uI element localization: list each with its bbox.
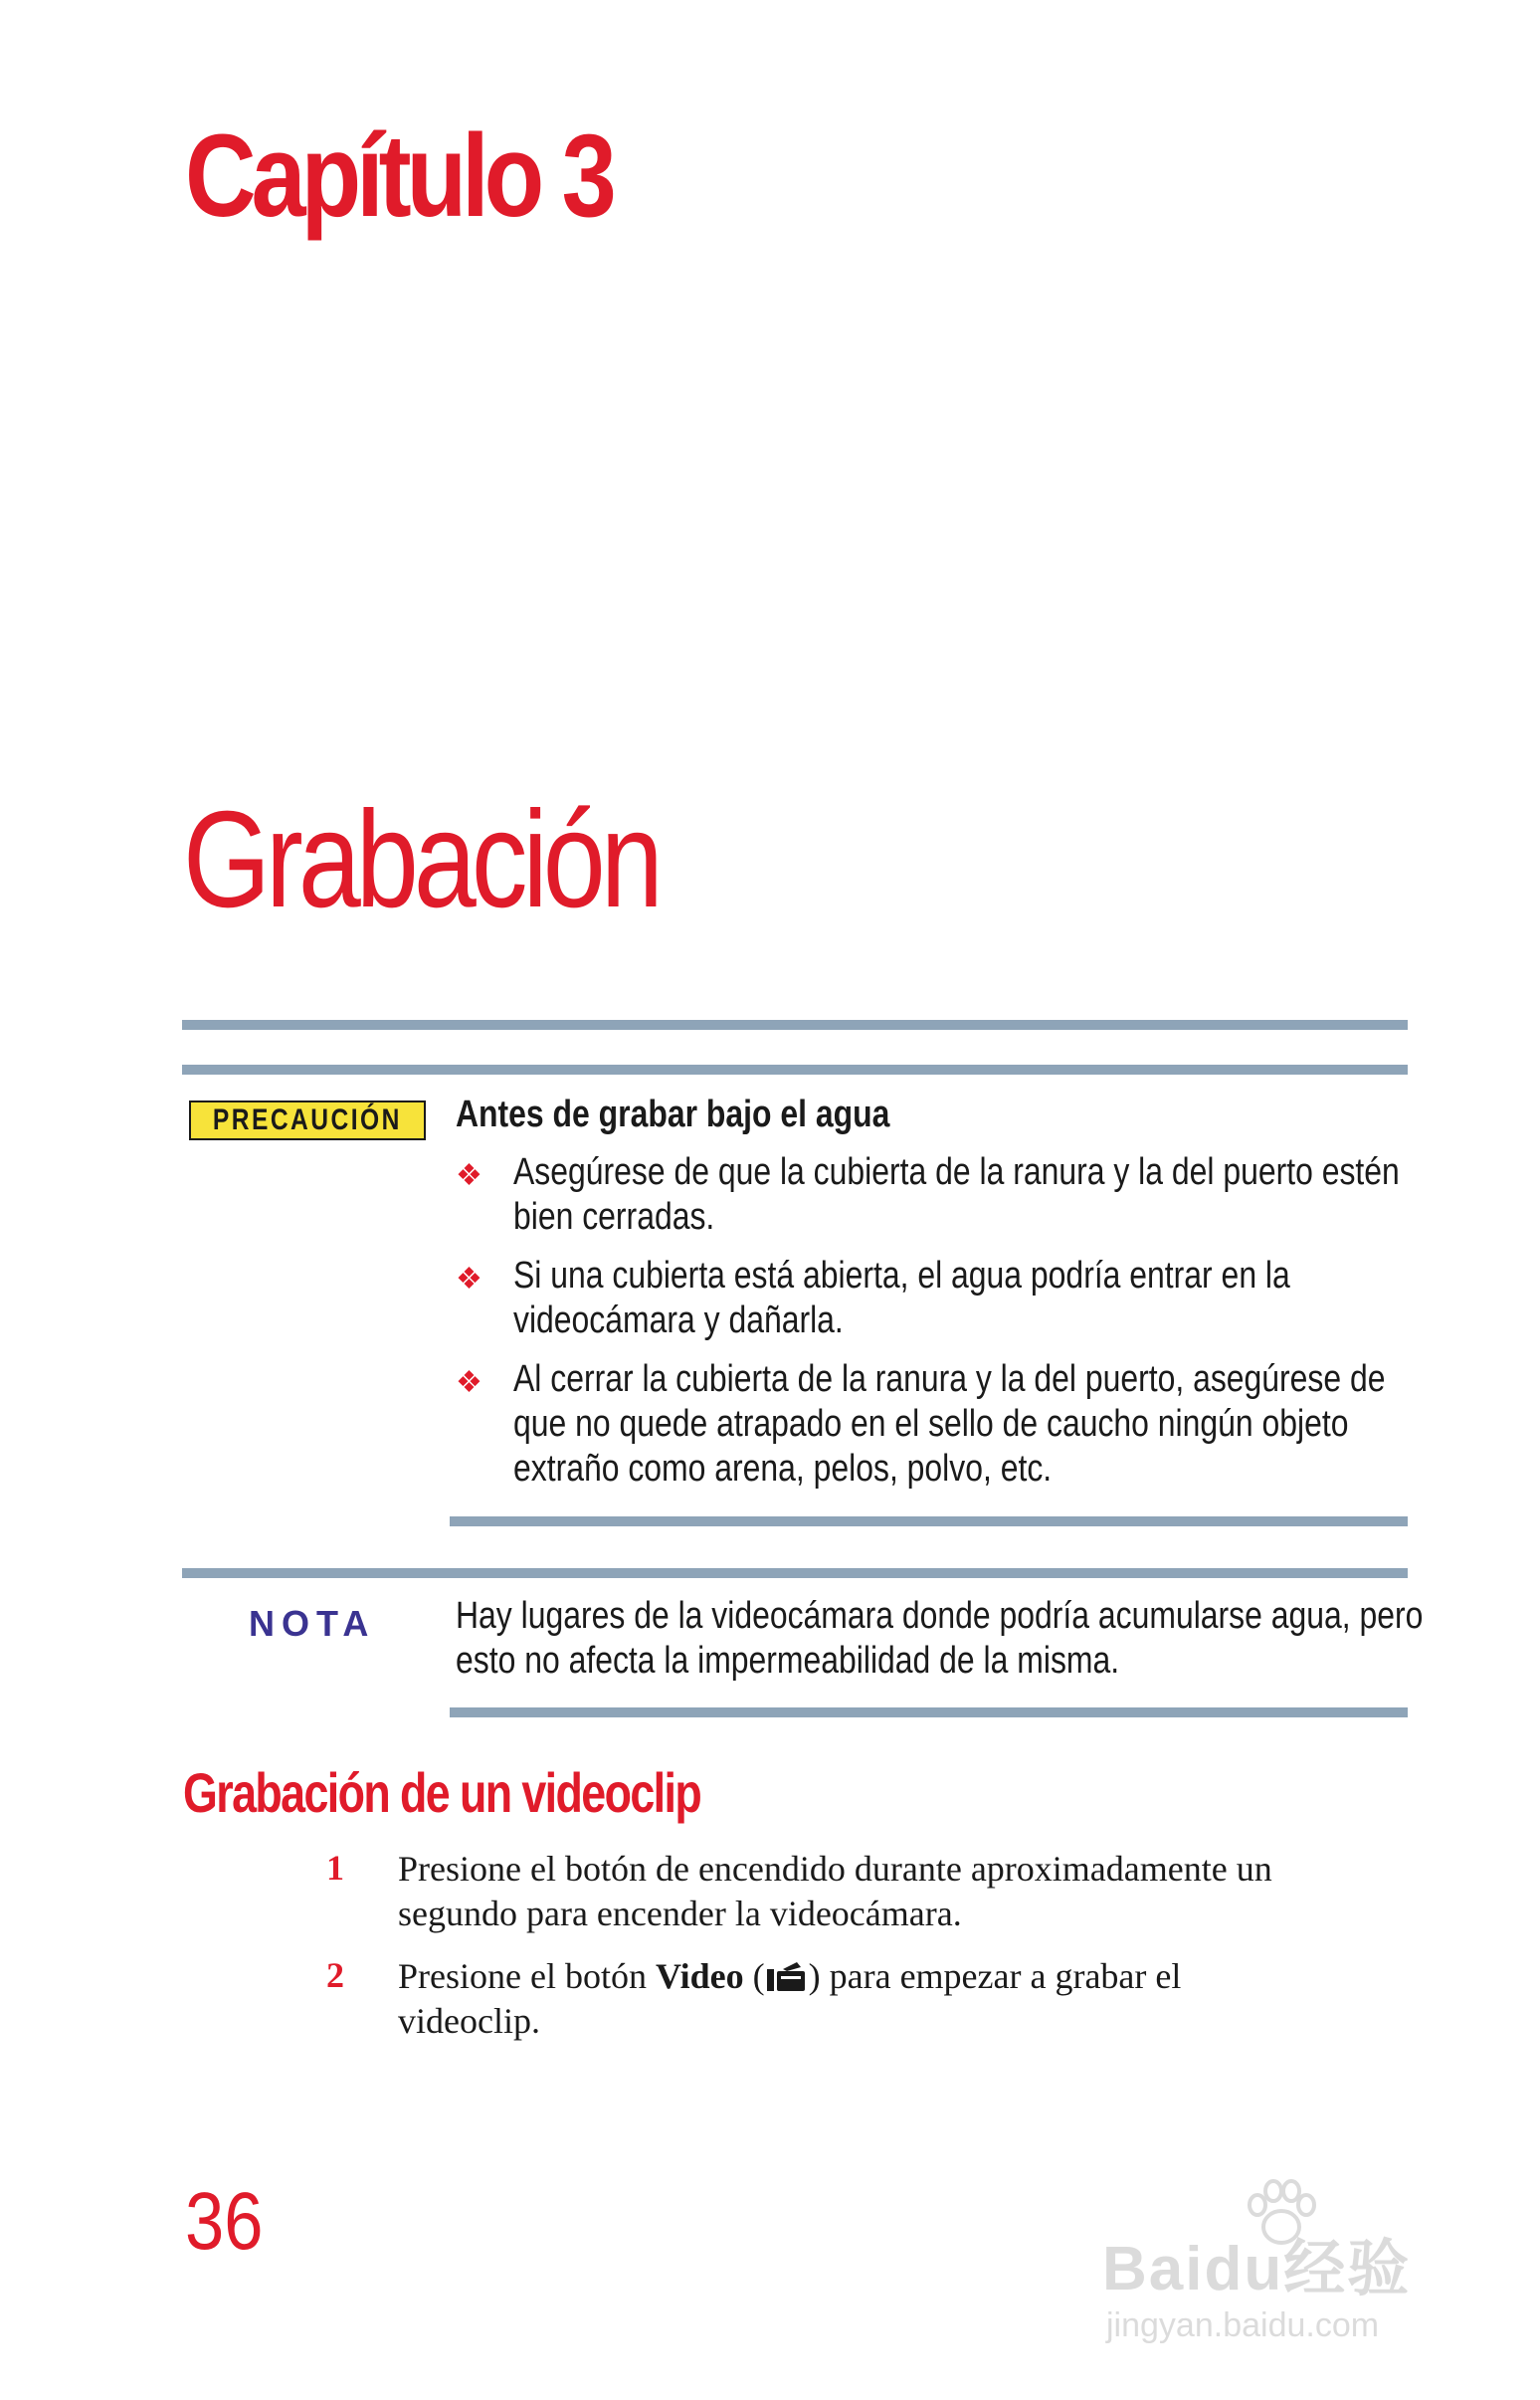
- divider: [450, 1707, 1408, 1717]
- watermark-brand: Baidu经验: [1102, 2235, 1412, 2303]
- chapter-label: Capítulo 3: [185, 110, 612, 242]
- step-number: 2: [326, 1955, 344, 1995]
- note-label: NOTA: [249, 1603, 376, 1644]
- diamond-bullet-icon: ❖: [456, 1159, 482, 1192]
- divider: [182, 1020, 1408, 1030]
- section-heading: Grabación de un videoclip: [183, 1761, 701, 1824]
- divider: [182, 1065, 1408, 1075]
- bullet-text: Asegúrese de que la cubierta de la ranura y la del puerto estén bien cerradas.: [513, 1151, 1400, 1238]
- video-camera-icon: [767, 1961, 807, 1993]
- bullet-text: Al cerrar la cubierta de la ranura y la del puerto, asegúrese de que no quede atrapado en el sello de caucho ningún objeto extraño como arena, pelos, polvo, etc.: [513, 1358, 1386, 1490]
- note-text: Hay lugares de la videocámara donde podría acumularse agua, pero esto no afecta la impermeabilidad de la misma.: [456, 1595, 1424, 1682]
- divider: [450, 1516, 1408, 1526]
- step-text: Presione el botón Video ( ) para empezar a grabar el videoclip.: [398, 1956, 1182, 2041]
- watermark: [1102, 2179, 1460, 2378]
- caution-badge: [189, 1100, 426, 1140]
- video-button-name: Video: [655, 1956, 744, 1996]
- diamond-bullet-icon: ❖: [456, 1263, 482, 1296]
- divider: [182, 1568, 1408, 1578]
- step-number: 1: [326, 1848, 344, 1888]
- caution-badge-label: PRECAUCIÓN: [213, 1103, 402, 1136]
- page-number: 36: [185, 2176, 264, 2267]
- page-title: Grabación: [183, 783, 659, 936]
- bullet-text: Si una cubierta está abierta, el agua podría entrar en la videocámara y dañarla.: [513, 1255, 1290, 1341]
- watermark-url: jingyan.baidu.com: [1106, 2306, 1380, 2344]
- diamond-bullet-icon: ❖: [456, 1366, 482, 1399]
- step-text: Presione el botón de encendido durante aproximadamente un segundo para encender la videocámara.: [398, 1849, 1272, 1933]
- caution-heading: Antes de grabar bajo el agua: [456, 1094, 890, 1135]
